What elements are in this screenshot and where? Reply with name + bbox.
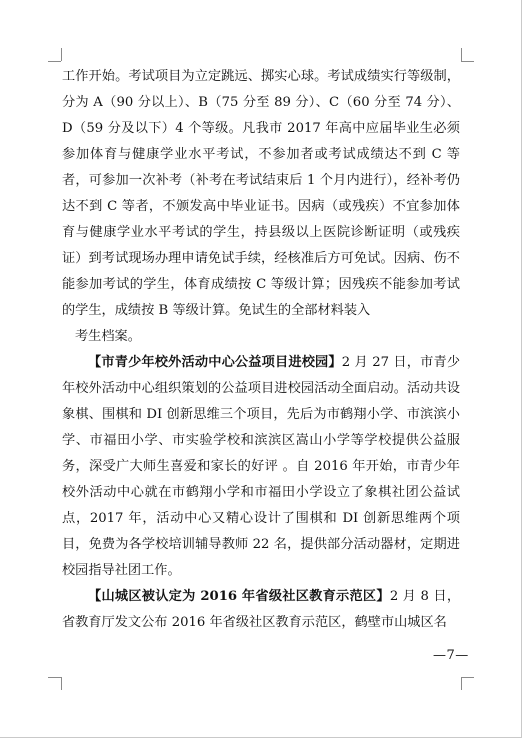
paragraph-exam-continuation [62, 64, 460, 324]
corner-mark-top-left-v [61, 48, 62, 61]
paragraph-text: 2 月 27 日，市青少年校外活动中心组织策划的公益项目进校园活动全面启动。活动共设象棋、围棋和 DI 创新思维三个项目，先后为市鹤翔小学、市滨滨小学、市福田小学、市实验学校和滨滨区嵩山小学等学校提供公益服务，深受广大师生喜爱和家长的好评 。自 2016 年开始，市青少年校外活动中心就在市鹤翔小学和市福田小学设立了象棋社团公益试点，2017 年，活动中心又精心设计了围棋和 DI 创新思维两个项目，免费为各学校培训辅导教师 22 名，提供部分活动器材，定期进校园指导社团工作。 [62, 355, 461, 578]
paragraph-exam-tail [62, 324, 460, 350]
corner-mark-top-left-h [48, 61, 61, 62]
document-body [62, 64, 460, 636]
paragraph-text: 工作开始。考试项目为立定跳远、掷实心球。考试成绩实行等级制，分为 A（90 分以上）、B（75 分至 89 分）、C（60 分至 74 分）、D（59 分及以下）4 个等级。凡我市 2017 年高中应届毕业生必须参加体育与健康学业水平考试，不参加者或考试成绩达不到 C 等者，可参加一次补考（补考在考试结束后 1 个月内进行），经补考仍达不到 C 等者，不颁发高中毕业证书。因病（或残疾）不宜参加体育与健康学业水平考试的学生，持县级以上医院诊断证明（或残疾证）到考试现场办理申请免试手续，经核准后方可免试。因病、伤不能参加考试的学生，体育成绩按 C 等级计算；因残疾不能参加考试的学生，成绩按 B 等级计算。免试生的全部材料装入 [62, 69, 460, 318]
corner-mark-bottom-left-v [61, 677, 62, 690]
page-number: —7— [433, 648, 469, 663]
corner-mark-bottom-right-h [461, 677, 474, 678]
corner-mark-bottom-left-h [48, 677, 61, 678]
paragraph-shancheng-district [62, 584, 460, 636]
corner-mark-top-right-h [461, 61, 474, 62]
paragraph-text: 考生档案。 [75, 329, 141, 344]
corner-mark-top-right-v [461, 48, 462, 61]
paragraph-heading: 【山城区被认定为 2016 年省级社区教育示范区】 [88, 589, 390, 604]
corner-mark-bottom-right-v [461, 677, 462, 690]
paragraph-youth-center [62, 350, 460, 584]
paragraph-heading: 【市青少年校外活动中心公益项目进校园】 [88, 355, 342, 370]
paragraph-text: 2 月 8 日，省教育厅发文公布 2016 年省级社区教育示范区，鹤壁市山城区名 [62, 589, 461, 630]
